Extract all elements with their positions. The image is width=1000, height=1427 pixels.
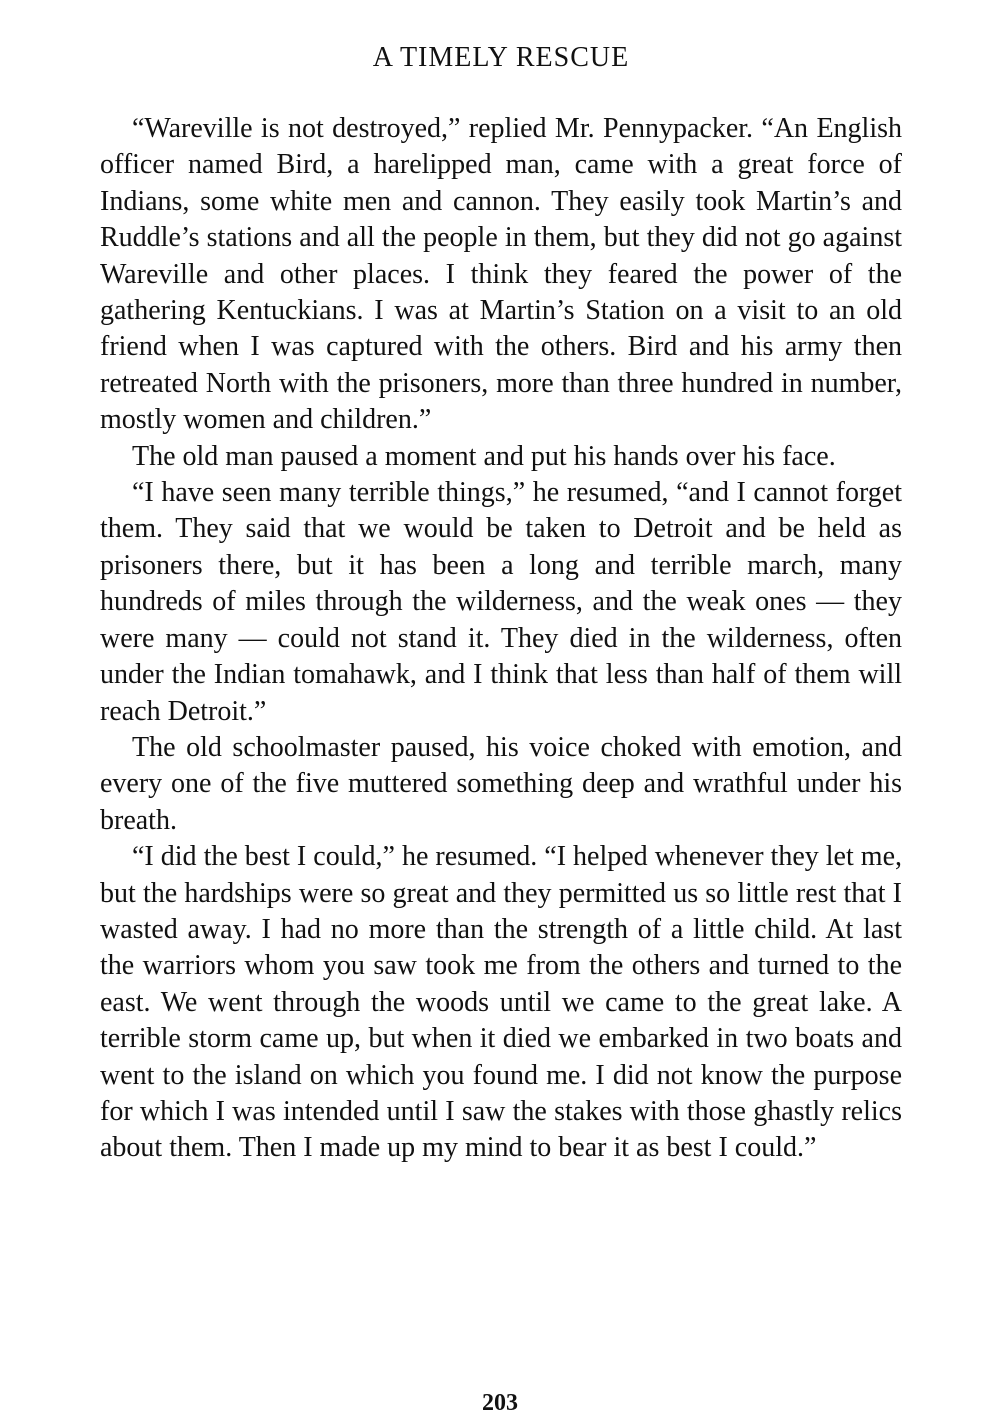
paragraph: The old man paused a moment and put his hands over his face. — [132, 440, 836, 472]
book-page — [100, 38, 902, 1167]
paragraph: “Wareville is not destroyed,” replied Mr. Pennypacker. “An English officer named Bird, a harelipped man, came with a great force of Indians, some white men and cannon. They easily took Martin’s and Ruddle’s stations and all the people in them, but they did not go against Wareville and other places. I think they feared the power of the gathering Kentuckians. I was at Martin’s Station on a visit to an old friend when I was captured with the others. Bird and his army then retreated North with the prisoners, more than three hundred in number, mostly women and children.” — [100, 113, 902, 436]
running-head: A TIMELY RESCUE — [372, 42, 630, 73]
paragraph: “I have seen many terrible things,” he resumed, “and I cannot forget them. They said that we would be taken to Detroit and be held as prisoners there, but it has been a long and terrible march, many hundreds of miles through the wilderness, and the weak ones — they were many — could not stand it. They died in the wilderness, often under the Indian tomahawk, and I think that less than half of them will reach Detroit.” — [100, 477, 902, 727]
body-text — [100, 111, 902, 1167]
page-number: 203 — [482, 1390, 518, 1416]
paragraph: The old schoolmaster paused, his voice choked with emotion, and every one of the five muttered something deep and wrathful under his breath. — [100, 731, 902, 836]
paragraph: “I did the best I could,” he resumed. “I helped whenever they let me, but the hardships were so great and they permitted us so little rest that I wasted away. I had no more than the strength of a little child. At last the warriors whom you saw took me from the others and turned to the east. We went through the woods until we came to the great lake. A terrible storm came up, but when it died we embarked in two boats and went to the island on which you found me. I did not know the purpose for which I was intended until I saw the stakes with those ghastly relics about them. Then I made up my mind to bear it as best I could.” — [100, 841, 902, 1164]
